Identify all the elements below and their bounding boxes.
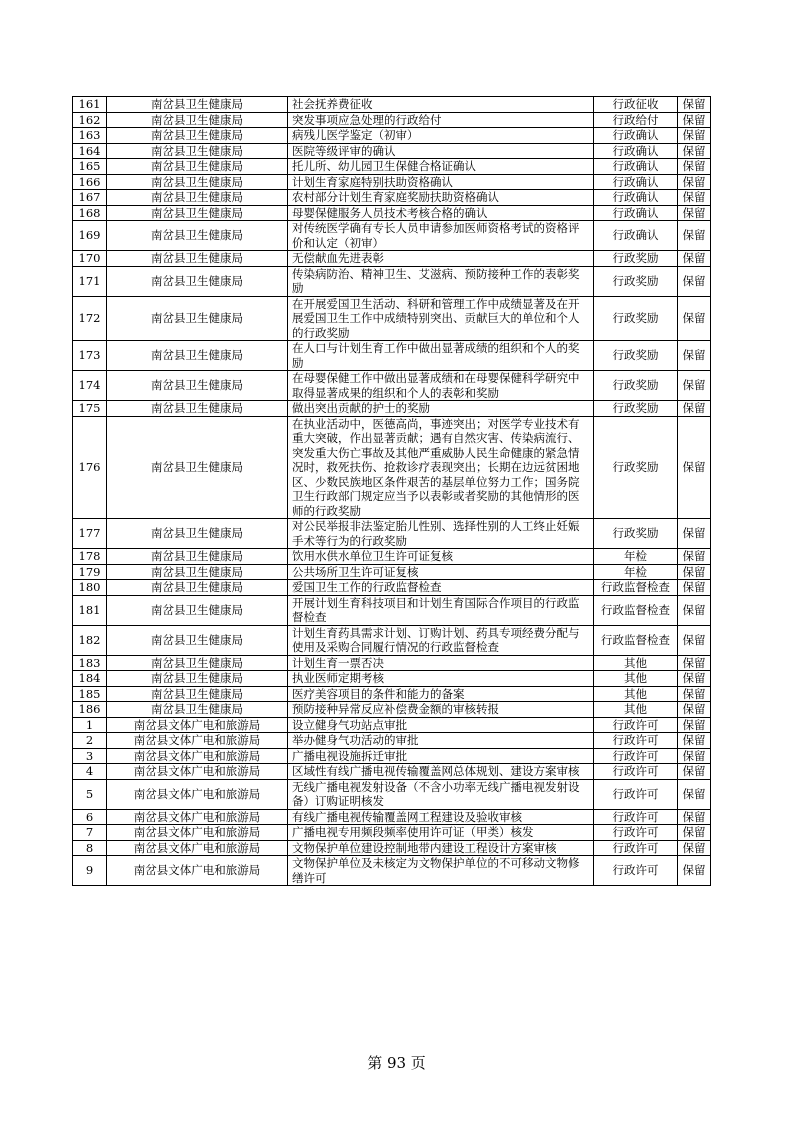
table-row [73,809,711,825]
item-name-cell: 爱国卫生工作的行政监督检查 [288,580,594,596]
status-cell: 保留 [678,221,711,251]
item-name-cell: 突发事项应急处理的行政给付 [288,112,594,128]
item-type-cell: 行政监督检查 [594,595,678,625]
item-type-cell: 行政许可 [594,856,678,886]
row-number: 6 [73,809,107,825]
item-name-cell: 饮用水供水单位卫生许可证复核 [288,549,594,565]
status-cell: 保留 [678,748,711,764]
records-table [72,96,711,886]
table-row [73,205,711,221]
status-cell: 保留 [678,159,711,175]
status-cell: 保留 [678,825,711,841]
department-cell: 南岔县卫生健康局 [107,174,288,190]
status-cell: 保留 [678,564,711,580]
status-cell: 保留 [678,809,711,825]
table-row [73,625,711,655]
row-number: 172 [73,296,107,341]
item-name-cell: 做出突出贡献的护士的奖励 [288,401,594,417]
status-cell: 保留 [678,205,711,221]
item-type-cell: 行政许可 [594,733,678,749]
item-name-cell: 对传统医学确有专长人员申请参加医师资格考试的资格评价和认定（初审） [288,221,594,251]
row-number: 162 [73,112,107,128]
status-cell: 保留 [678,702,711,718]
table-row [73,97,711,113]
row-number: 168 [73,205,107,221]
status-cell: 保留 [678,671,711,687]
department-cell: 南岔县文体广电和旅游局 [107,717,288,733]
item-type-cell: 行政奖励 [594,341,678,371]
item-name-cell: 广播电视设施拆迁审批 [288,748,594,764]
table-row [73,840,711,856]
row-number: 179 [73,564,107,580]
item-type-cell: 行政确认 [594,221,678,251]
item-name-cell: 在人口与计划生育工作中做出显著成绩的组织和个人的奖励 [288,341,594,371]
table-row [73,159,711,175]
status-cell: 保留 [678,112,711,128]
item-name-cell: 计划生育药具需求计划、订购计划、药具专项经费分配与使用及采购合同履行情况的行政监督检查 [288,625,594,655]
table-row [73,717,711,733]
item-type-cell: 行政奖励 [594,401,678,417]
item-name-cell: 医疗美容项目的条件和能力的备案 [288,686,594,702]
department-cell: 南岔县卫生健康局 [107,266,288,296]
item-name-cell: 文物保护单位及未核定为文物保护单位的不可移动文物修缮许可 [288,856,594,886]
department-cell: 南岔县文体广电和旅游局 [107,809,288,825]
item-type-cell: 行政奖励 [594,296,678,341]
item-name-cell: 在母婴保健工作中做出显著成绩和在母婴保健科学研究中取得显著成果的组织和个人的表彰和奖励 [288,371,594,401]
item-name-cell: 对公民举报非法鉴定胎儿性别、选择性别的人工终止妊娠手术等行为的行政奖励 [288,519,594,549]
status-cell: 保留 [678,97,711,113]
item-name-cell: 计划生育一票否决 [288,655,594,671]
table-row [73,519,711,549]
status-cell: 保留 [678,625,711,655]
item-type-cell: 行政奖励 [594,266,678,296]
status-cell: 保留 [678,174,711,190]
item-type-cell: 行政许可 [594,748,678,764]
table-row [73,190,711,206]
table-row [73,221,711,251]
status-cell: 保留 [678,128,711,144]
item-name-cell: 区域性有线广播电视传输覆盖网总体规划、建设方案审核 [288,764,594,780]
row-number: 169 [73,221,107,251]
row-number: 7 [73,825,107,841]
row-number: 178 [73,549,107,565]
table-row [73,733,711,749]
status-cell: 保留 [678,266,711,296]
item-type-cell: 行政奖励 [594,371,678,401]
status-cell: 保留 [678,190,711,206]
status-cell: 保留 [678,580,711,596]
department-cell: 南岔县卫生健康局 [107,341,288,371]
table-row [73,825,711,841]
row-number: 170 [73,251,107,267]
item-type-cell: 行政奖励 [594,251,678,267]
table-row [73,143,711,159]
item-type-cell: 年检 [594,549,678,565]
item-name-cell: 公共场所卫生许可证复核 [288,564,594,580]
item-type-cell: 行政确认 [594,205,678,221]
item-type-cell: 其他 [594,655,678,671]
item-type-cell: 年检 [594,564,678,580]
status-cell: 保留 [678,251,711,267]
department-cell: 南岔县卫生健康局 [107,702,288,718]
item-type-cell: 行政许可 [594,825,678,841]
item-type-cell: 行政许可 [594,840,678,856]
department-cell: 南岔县卫生健康局 [107,112,288,128]
status-cell: 保留 [678,686,711,702]
item-name-cell: 文物保护单位建设控制地带内建设工程设计方案审核 [288,840,594,856]
department-cell: 南岔县文体广电和旅游局 [107,840,288,856]
item-type-cell: 行政确认 [594,128,678,144]
row-number: 185 [73,686,107,702]
item-name-cell: 在开展爱国卫生活动、科研和管理工作中成绩显著及在开展爱国卫生工作中成绩特别突出、贡献巨大的单位和个人的行政奖励 [288,296,594,341]
row-number: 8 [73,840,107,856]
item-type-cell: 其他 [594,702,678,718]
row-number: 167 [73,190,107,206]
status-cell: 保留 [678,840,711,856]
row-number: 183 [73,655,107,671]
department-cell: 南岔县卫生健康局 [107,671,288,687]
item-name-cell: 在执业活动中，医德高尚，事迹突出；对医学专业技术有重大突破，作出显著贡献；遇有自然灾害、传染病流行、突发重大伤亡事故及其他严重威胁人民生命健康的紧急情况时，救死扶伤、抢救诊疗表现突出；长期在边远贫困地区、少数民族地区条件艰苦的基层单位努力工作；国务院卫生行政部门规定应当予以表彰或者奖励的其他情形的医师的行政奖励 [288,416,594,519]
row-number: 177 [73,519,107,549]
department-cell: 南岔县卫生健康局 [107,159,288,175]
department-cell: 南岔县卫生健康局 [107,595,288,625]
item-name-cell: 预防接种异常反应补偿费金额的审核转报 [288,702,594,718]
status-cell: 保留 [678,779,711,809]
item-name-cell: 病残儿医学鉴定（初审） [288,128,594,144]
status-cell: 保留 [678,143,711,159]
department-cell: 南岔县卫生健康局 [107,371,288,401]
department-cell: 南岔县卫生健康局 [107,416,288,519]
row-number: 181 [73,595,107,625]
table-row [73,748,711,764]
status-cell: 保留 [678,764,711,780]
item-type-cell: 行政监督检查 [594,625,678,655]
table-row [73,595,711,625]
table-body [73,97,711,886]
row-number: 165 [73,159,107,175]
row-number: 186 [73,702,107,718]
row-number: 2 [73,733,107,749]
department-cell: 南岔县卫生健康局 [107,401,288,417]
table-row [73,251,711,267]
department-cell: 南岔县文体广电和旅游局 [107,733,288,749]
row-number: 4 [73,764,107,780]
status-cell: 保留 [678,519,711,549]
item-name-cell: 无线广播电视发射设备（不含小功率无线广播电视发射设备）订购证明核发 [288,779,594,809]
item-type-cell: 行政许可 [594,717,678,733]
row-number: 9 [73,856,107,886]
item-type-cell: 其他 [594,686,678,702]
row-number: 176 [73,416,107,519]
status-cell: 保留 [678,595,711,625]
item-name-cell: 农村部分计划生育家庭奖励扶助资格确认 [288,190,594,206]
department-cell: 南岔县卫生健康局 [107,580,288,596]
table-row [73,296,711,341]
department-cell: 南岔县卫生健康局 [107,205,288,221]
department-cell: 南岔县卫生健康局 [107,655,288,671]
row-number: 180 [73,580,107,596]
table-row [73,416,711,519]
table-row [73,174,711,190]
row-number: 182 [73,625,107,655]
row-number: 184 [73,671,107,687]
status-cell: 保留 [678,717,711,733]
status-cell: 保留 [678,733,711,749]
department-cell: 南岔县卫生健康局 [107,97,288,113]
item-name-cell: 传染病防治、精神卫生、艾滋病、预防接种工作的表彰奖励 [288,266,594,296]
item-name-cell: 执业医师定期考核 [288,671,594,687]
item-name-cell: 计划生育家庭特别扶助资格确认 [288,174,594,190]
table-row [73,702,711,718]
item-type-cell: 行政奖励 [594,416,678,519]
row-number: 164 [73,143,107,159]
item-name-cell: 医院等级评审的确认 [288,143,594,159]
department-cell: 南岔县文体广电和旅游局 [107,764,288,780]
item-name-cell: 有线广播电视传输覆盖网工程建设及验收审核 [288,809,594,825]
item-type-cell: 行政确认 [594,159,678,175]
department-cell: 南岔县卫生健康局 [107,221,288,251]
row-number: 163 [73,128,107,144]
status-cell: 保留 [678,371,711,401]
item-type-cell: 其他 [594,671,678,687]
item-type-cell: 行政许可 [594,809,678,825]
department-cell: 南岔县文体广电和旅游局 [107,779,288,809]
item-type-cell: 行政监督检查 [594,580,678,596]
table-row [73,401,711,417]
item-name-cell: 无偿献血先进表彰 [288,251,594,267]
item-type-cell: 行政确认 [594,143,678,159]
status-cell: 保留 [678,549,711,565]
department-cell: 南岔县文体广电和旅游局 [107,856,288,886]
table-row [73,112,711,128]
row-number: 173 [73,341,107,371]
table-row [73,549,711,565]
table-row [73,686,711,702]
department-cell: 南岔县卫生健康局 [107,625,288,655]
status-cell: 保留 [678,296,711,341]
department-cell: 南岔县卫生健康局 [107,190,288,206]
table-row [73,580,711,596]
row-number: 171 [73,266,107,296]
status-cell: 保留 [678,401,711,417]
item-name-cell: 设立健身气功站点审批 [288,717,594,733]
row-number: 5 [73,779,107,809]
row-number: 161 [73,97,107,113]
row-number: 3 [73,748,107,764]
page-number: 第 93 页 [367,1054,426,1072]
item-name-cell: 社会抚养费征收 [288,97,594,113]
row-number: 166 [73,174,107,190]
status-cell: 保留 [678,655,711,671]
department-cell: 南岔县卫生健康局 [107,296,288,341]
department-cell: 南岔县卫生健康局 [107,251,288,267]
table-row [73,341,711,371]
status-cell: 保留 [678,341,711,371]
item-name-cell: 开展计划生育科技项目和计划生育国际合作项目的行政监督检查 [288,595,594,625]
department-cell: 南岔县文体广电和旅游局 [107,748,288,764]
department-cell: 南岔县卫生健康局 [107,549,288,565]
status-cell: 保留 [678,416,711,519]
item-type-cell: 行政给付 [594,112,678,128]
department-cell: 南岔县文体广电和旅游局 [107,825,288,841]
table-row [73,655,711,671]
table-row [73,671,711,687]
item-name-cell: 母婴保健服务人员技术考核合格的确认 [288,205,594,221]
department-cell: 南岔县卫生健康局 [107,686,288,702]
department-cell: 南岔县卫生健康局 [107,519,288,549]
item-type-cell: 行政奖励 [594,519,678,549]
table-row [73,779,711,809]
department-cell: 南岔县卫生健康局 [107,128,288,144]
item-type-cell: 行政确认 [594,190,678,206]
item-name-cell: 托儿所、幼儿园卫生保健合格证确认 [288,159,594,175]
item-type-cell: 行政许可 [594,764,678,780]
item-type-cell: 行政确认 [594,174,678,190]
table-row [73,856,711,886]
row-number: 1 [73,717,107,733]
item-type-cell: 行政征收 [594,97,678,113]
department-cell: 南岔县卫生健康局 [107,564,288,580]
row-number: 174 [73,371,107,401]
table-row [73,371,711,401]
table-row [73,266,711,296]
item-name-cell: 举办健身气功活动的审批 [288,733,594,749]
item-type-cell: 行政许可 [594,779,678,809]
table-row [73,764,711,780]
row-number: 175 [73,401,107,417]
status-cell: 保留 [678,856,711,886]
table-row [73,128,711,144]
item-name-cell: 广播电视专用频段频率使用许可证（甲类）核发 [288,825,594,841]
table-row [73,564,711,580]
department-cell: 南岔县卫生健康局 [107,143,288,159]
